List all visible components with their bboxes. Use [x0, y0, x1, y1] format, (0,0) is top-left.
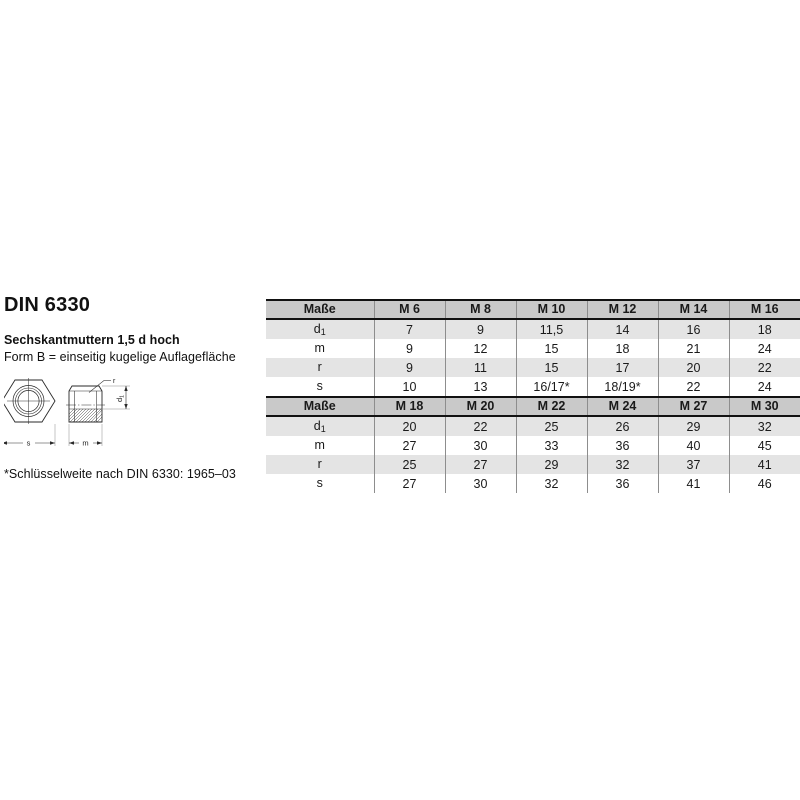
column-header: M 14	[658, 300, 729, 319]
row-label: s	[266, 474, 374, 493]
row-label: r	[266, 358, 374, 377]
cell: 22	[729, 358, 800, 377]
cell: 11,5	[516, 319, 587, 339]
cell: 20	[374, 416, 445, 436]
cell: 32	[516, 474, 587, 493]
row-label: m	[266, 339, 374, 358]
column-header: M 30	[729, 397, 800, 416]
table-row	[266, 455, 800, 474]
specification-tables	[266, 299, 800, 493]
cell: 18	[729, 319, 800, 339]
table-row	[266, 339, 800, 358]
cell: 12	[445, 339, 516, 358]
cell: 30	[445, 474, 516, 493]
column-header: M 22	[516, 397, 587, 416]
table-header-row	[266, 397, 800, 416]
column-header: Maße	[266, 397, 374, 416]
cell: 9	[445, 319, 516, 339]
row-label: r	[266, 455, 374, 474]
cell: 13	[445, 377, 516, 396]
cell: 29	[516, 455, 587, 474]
cell: 24	[729, 377, 800, 396]
cell: 46	[729, 474, 800, 493]
row-label: s	[266, 377, 374, 396]
cell: 36	[587, 474, 658, 493]
footnote: *Schlüsselweite nach DIN 6330: 1965–03	[4, 467, 236, 481]
cell: 22	[658, 377, 729, 396]
spec-table-m18-m30	[266, 396, 800, 493]
product-description-line-1: Sechskantmuttern 1,5 d hoch	[4, 333, 180, 347]
cell: 9	[374, 339, 445, 358]
cell: 14	[587, 319, 658, 339]
cell: 20	[658, 358, 729, 377]
cell: 29	[658, 416, 729, 436]
cell: 26	[587, 416, 658, 436]
row-label: d1	[266, 416, 374, 436]
column-header: M 27	[658, 397, 729, 416]
cell: 18/19*	[587, 377, 658, 396]
page-title: DIN 6330	[4, 294, 91, 316]
cell: 18	[587, 339, 658, 358]
column-header: M 18	[374, 397, 445, 416]
nut-side-view	[66, 386, 105, 422]
row-label: d1	[266, 319, 374, 339]
table-row	[266, 474, 800, 493]
spec-table-m6-m16	[266, 299, 800, 396]
drawing-label-s: s	[26, 438, 31, 448]
cell: 32	[587, 455, 658, 474]
table-header-row	[266, 300, 800, 319]
column-header: M 20	[445, 397, 516, 416]
product-description-line-2: Form B = einseitig kugelige Auflagefläche	[4, 350, 236, 364]
cell: 37	[658, 455, 729, 474]
cell: 11	[445, 358, 516, 377]
product-info-block	[4, 294, 260, 482]
table-row	[266, 416, 800, 436]
column-header: M 6	[374, 300, 445, 319]
column-header: M 24	[587, 397, 658, 416]
cell: 33	[516, 436, 587, 455]
drawing-label-r: r	[113, 378, 116, 385]
table-row	[266, 358, 800, 377]
cell: 30	[445, 436, 516, 455]
table-row	[266, 377, 800, 396]
cell: 27	[445, 455, 516, 474]
drawing-label-m: m	[82, 438, 89, 448]
cell: 41	[658, 474, 729, 493]
table-row	[266, 319, 800, 339]
cell: 22	[445, 416, 516, 436]
column-header: M 10	[516, 300, 587, 319]
product-description	[4, 332, 260, 366]
cell: 9	[374, 358, 445, 377]
cell: 17	[587, 358, 658, 377]
cell: 41	[729, 455, 800, 474]
table-row	[266, 436, 800, 455]
hexagon-top-view	[4, 378, 55, 424]
cell: 40	[658, 436, 729, 455]
cell: 25	[516, 416, 587, 436]
cell: 16/17*	[516, 377, 587, 396]
cell: 15	[516, 339, 587, 358]
cell: 36	[587, 436, 658, 455]
cell: 25	[374, 455, 445, 474]
cell: 7	[374, 319, 445, 339]
column-header: M 16	[729, 300, 800, 319]
cell: 24	[729, 339, 800, 358]
cell: 27	[374, 474, 445, 493]
cell: 16	[658, 319, 729, 339]
column-header: M 8	[445, 300, 516, 319]
column-header: M 12	[587, 300, 658, 319]
technical-drawing	[4, 374, 154, 458]
drawing-label-d1: $d_1$	[115, 395, 126, 402]
dimension-d1	[102, 386, 130, 409]
cell: 32	[729, 416, 800, 436]
cell: 15	[516, 358, 587, 377]
cell: 27	[374, 436, 445, 455]
cell: 45	[729, 436, 800, 455]
cell: 21	[658, 339, 729, 358]
row-label: m	[266, 436, 374, 455]
column-header: Maße	[266, 300, 374, 319]
cell: 10	[374, 377, 445, 396]
